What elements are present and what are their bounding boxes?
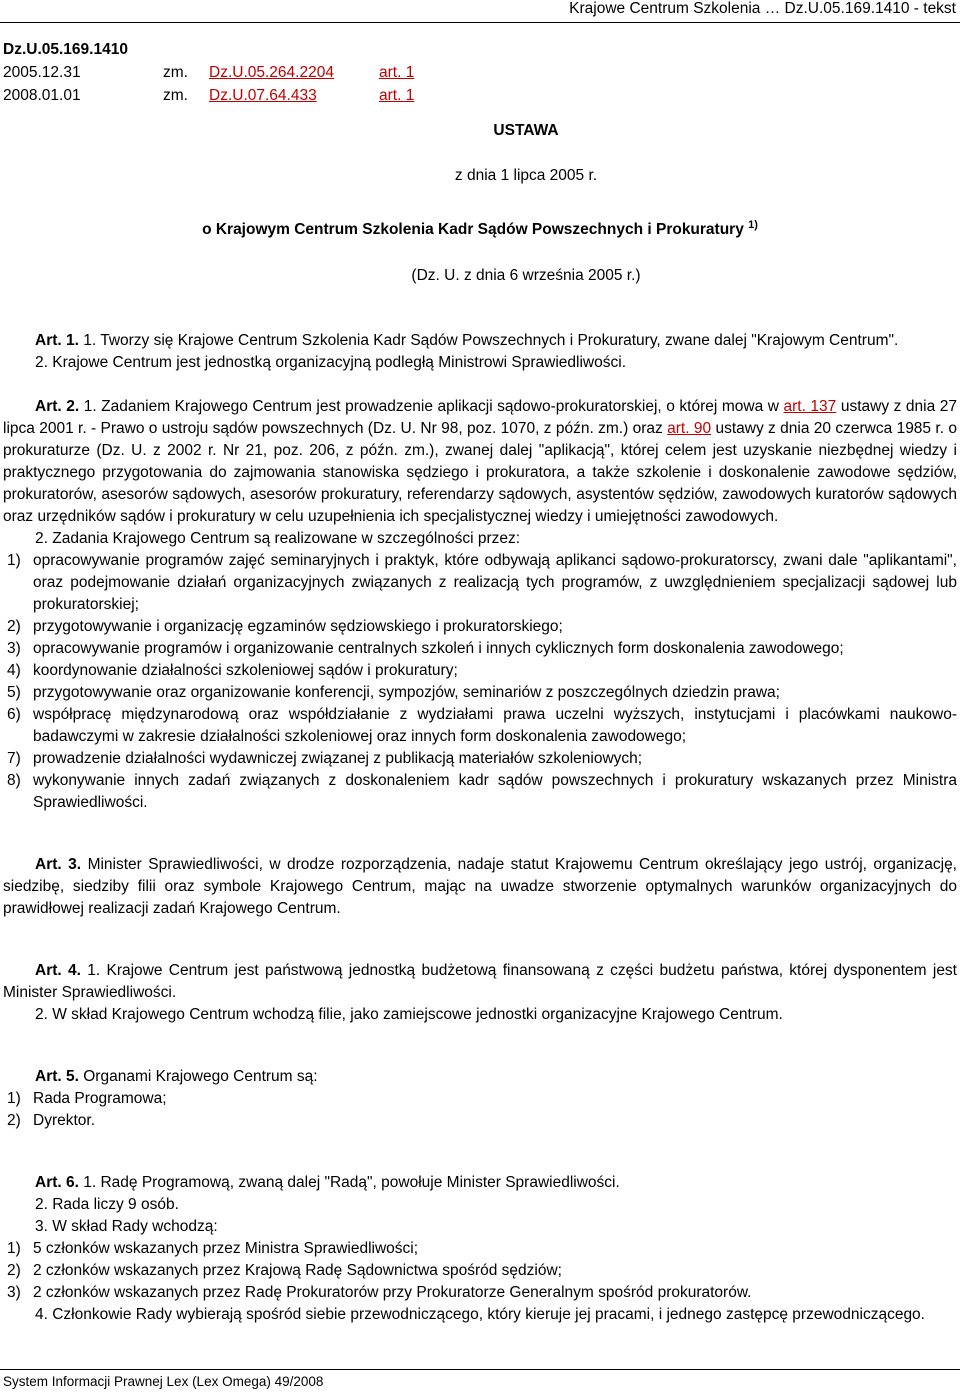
art4-p2: 2. W skład Krajowego Centrum wchodzą filie, jako zamiejscowe jednostki organizacyjne Krajowego Centrum. bbox=[35, 1006, 783, 1024]
footnote-mark[interactable]: 1) bbox=[748, 219, 758, 231]
art137-link[interactable]: art. 137 bbox=[783, 398, 837, 416]
list-item: 4) koordynowanie działalności szkoleniowej sądów i prokuratury; bbox=[7, 662, 458, 680]
art90-link[interactable]: art. 90 bbox=[667, 420, 712, 438]
art2-p2: 2. Zadania Krajowego Centrum są realizowane w szczególności przez: bbox=[35, 530, 521, 548]
art6-heading: Art. 6. bbox=[35, 1174, 79, 1192]
art4-p1 bbox=[3, 960, 957, 1004]
art2-p1 bbox=[3, 396, 957, 528]
act-date: z dnia 1 lipca 2005 r. bbox=[454, 167, 598, 184]
art3 bbox=[3, 854, 957, 920]
list-item: 2) przygotowywanie i organizację egzaminów sędziowskiego i prokuratorskiego; bbox=[7, 618, 563, 636]
history-zm: zm. bbox=[163, 87, 188, 104]
list-item: 2) 2 członków wskazanych przez Krajową Radę Sądownictwa spośród sędziów; bbox=[7, 1262, 562, 1280]
art5 bbox=[3, 1066, 957, 1088]
act-subject bbox=[3, 213, 957, 242]
list-item: 3) opracowywanie programów i organizowanie centralnych szkoleń i innych cyklicznych form doskonalenia zawodowego; bbox=[7, 640, 844, 658]
art1-heading: Art. 1. bbox=[35, 332, 79, 350]
history-ref-link[interactable]: Dz.U.05.264.2204 bbox=[209, 64, 334, 81]
art1-p1 bbox=[3, 330, 957, 352]
art5-text: Organami Krajowego Centrum są: bbox=[83, 1068, 318, 1086]
art4-heading: Art. 4. bbox=[35, 962, 81, 980]
header-title: Krajowe Centrum Szkolenia … Dz.U.05.169.1410 - tekst bbox=[569, 0, 956, 17]
act-publication: (Dz. U. z dnia 6 września 2005 r.) bbox=[411, 267, 641, 285]
act-type: USTAWA bbox=[493, 122, 559, 139]
page-header bbox=[0, 0, 960, 22]
list-item: 2) Dyrektor. bbox=[7, 1112, 96, 1130]
art6-p1-text: 1. Radę Programową, zwaną dalej "Radą", powołuje Minister Sprawiedliwości. bbox=[83, 1174, 620, 1192]
amendment-history bbox=[3, 38, 957, 107]
list-item: 1) Rada Programowa; bbox=[7, 1090, 167, 1108]
act-subject-text: o Krajowym Centrum Szkolenia Kadr Sądów Powszechnych i Prokuratury bbox=[202, 221, 744, 239]
art2-heading: Art. 2. bbox=[35, 398, 80, 416]
list-item: 3) 2 członków wskazanych przez Radę Prokuratorów przy Prokuratorze Generalnym spośród prokuratorów. bbox=[7, 1284, 752, 1302]
art1-p2: 2. Krajowe Centrum jest jednostką organizacyjną podległą Ministrowi Sprawiedliwości. bbox=[35, 354, 626, 372]
art1-p1-text: 1. Tworzy się Krajowe Centrum Szkolenia Kadr Sądów Powszechnych i Prokuratury, zwane dalej "Krajowym Centrum". bbox=[83, 332, 899, 350]
art3-text: Minister Sprawiedliwości, w drodze rozporządzenia, nadaje statut Krajowemu Centrum określający jego ustrój, organizację, siedzibę, siedziby filii oraz symbole Krajowego Centrum, mając na uwadze stworzenie optymalnych warunków organizacyjnych do prawidłowej realizacji zadań Krajowego Centrum. bbox=[3, 856, 957, 918]
history-zm: zm. bbox=[163, 64, 188, 81]
list-item: 7) prowadzenie działalności wydawniczej związanej z publikacją materiałów szkoleniowych; bbox=[7, 750, 643, 768]
history-title: Dz.U.05.169.1410 bbox=[3, 41, 128, 58]
history-date: 2008.01.01 bbox=[3, 87, 81, 104]
art5-heading: Art. 5. bbox=[35, 1068, 79, 1086]
history-row bbox=[3, 61, 957, 84]
art6-p3: 3. W skład Rady wchodzą: bbox=[35, 1218, 218, 1236]
footer-rule bbox=[0, 1369, 960, 1370]
list-item: 8) wykonywanie innych zadań związanych z doskonaleniem kadr sądów powszechnych i prokuratury wskazanych przez Ministra Sprawiedliwości. bbox=[7, 772, 957, 812]
history-ref-link[interactable]: Dz.U.07.64.433 bbox=[209, 87, 317, 104]
page-footer: System Informacji Prawnej Lex (Lex Omega) 49/2008 bbox=[3, 1374, 324, 1389]
list-item: 1) 5 członków wskazanych przez Ministra Sprawiedliwości; bbox=[7, 1240, 419, 1258]
history-date: 2005.12.31 bbox=[3, 64, 81, 81]
history-art-link[interactable]: art. 1 bbox=[379, 87, 415, 104]
document-body bbox=[3, 38, 957, 1326]
art6-p2: 2. Rada liczy 9 osób. bbox=[35, 1196, 179, 1214]
art6-p4: 4. Członkowie Rady wybierają spośród siebie przewodniczącego, który kieruje jej pracami, i jednego zastępcę przewodniczącego. bbox=[35, 1306, 925, 1324]
art2-p1-a: 1. Zadaniem Krajowego Centrum jest prowadzenie aplikacji sądowo-prokuratorskiej, o której mowa w bbox=[83, 398, 784, 416]
list-item: 5) przygotowywanie oraz organizowanie konferencji, sympozjów, seminariów z poszczególnych dziedzin prawa; bbox=[7, 684, 780, 702]
art2-p1-c: ustawy z dnia 20 czerwca 1985 r. o prokuraturze (Dz. U. z 2002 r. Nr 21, poz. 206, z późn. zm.), zwanej dalej "aplikacją", której celem jest uzyskanie niezbędnej wiedzy i praktycznego przygotowania do zajmowania stanowiska sędziego i prokuratora, a także szkolenie i doskonalenie zawodowe sędziów, prokuratorów, asesorów sądowych, asesorów prokuratury, referendarzy sądowych, asystentów sędziów, zawodowych kuratorów sądowych oraz urzędników sądów i prokuratury w celu uzupełnienia ich specjalistycznej wiedzy i umiejętności zawodowych. bbox=[3, 420, 957, 526]
art3-heading: Art. 3. bbox=[35, 856, 82, 874]
header-rule bbox=[0, 22, 960, 23]
art6-p1 bbox=[3, 1172, 957, 1194]
list-item: 6) współpracę międzynarodową oraz współdziałanie z wydziałami prawa uczelni wyższych, instytucjami i placówkami naukowo-badawczymi w zakresie działalności szkoleniowej oraz innych form doskonalenia zawodowego; bbox=[7, 706, 957, 746]
art4-p1-text: 1. Krajowe Centrum jest państwową jednostką budżetową finansowaną z części budżetu państwa, której dysponentem jest Minister Sprawiedliwości. bbox=[3, 962, 957, 1002]
list-item: 1) opracowywanie programów zajęć seminaryjnych i praktyk, które odbywają aplikanci sądowo-prokuratorscy, zwani dale "aplikantami", oraz podejmowanie działań organizacyjnych związanych z realizacją tych programów, z uwzględnieniem specjalizacji sądowej lub prokuratorskiej; bbox=[7, 552, 957, 614]
history-art-link[interactable]: art. 1 bbox=[379, 64, 415, 81]
art2-p1-b: ustawy z dnia 27 lipca 2001 r. - Prawo o ustroju sądów powszechnych (Dz. U. Nr 98, poz. 1070, z późn. zm.) oraz bbox=[3, 398, 957, 438]
history-row bbox=[3, 84, 957, 107]
